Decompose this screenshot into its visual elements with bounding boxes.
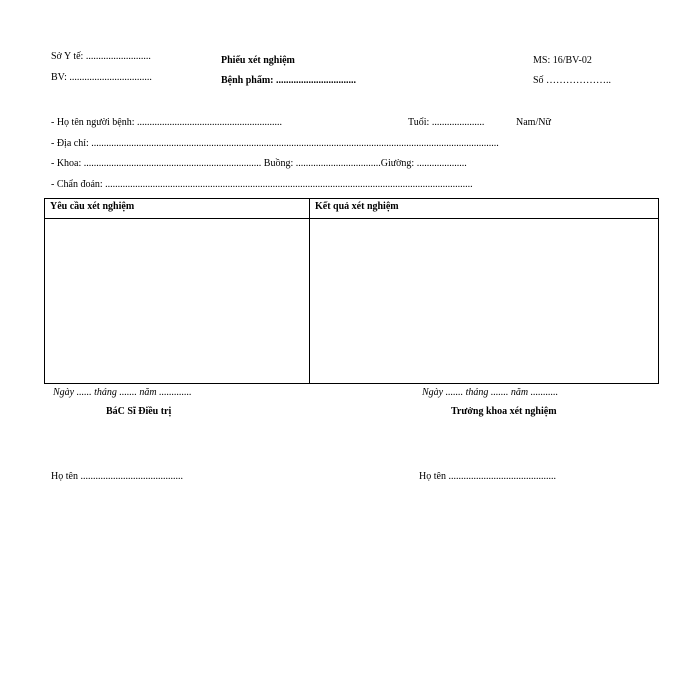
test-request-header: Yêu cầu xét nghiệm [50, 201, 135, 212]
benh-pham-field: Bệnh phẩm: ................................ [221, 75, 357, 86]
test-result-header: Kết quả xét nghiệm [315, 201, 399, 212]
form-code: MS: 16/BV-02 [533, 55, 592, 66]
so-y-te-field: Sở Y tế: .......................... [51, 51, 151, 62]
table-column-divider [309, 199, 310, 383]
left-date-line: Ngày ...... tháng ....... năm ............. [53, 387, 192, 398]
left-name-field: Họ tên ......................................... [51, 471, 183, 482]
address-field: - Địa chỉ: ................................................................................................................................................................... [51, 138, 499, 149]
test-table [44, 198, 659, 384]
right-name-field: Họ tên ........................................... [419, 471, 556, 482]
age-field: Tuổi: ..................... [408, 117, 485, 128]
gender-field: Nam/Nữ [516, 117, 551, 128]
benh-vien-field: BV: ................................. [51, 72, 152, 83]
patient-name-field: - Họ tên người bệnh: .......................................................... [51, 117, 282, 128]
lab-head-title: Trưởng khoa xét nghiệm [451, 406, 557, 417]
diagnosis-field: - Chẩn đoán: ................................................................................................................................................... [51, 179, 473, 190]
attending-doctor-title: BáC Sĩ Điều trị [106, 406, 172, 417]
form-title: Phiếu xét nghiệm [221, 55, 295, 66]
table-header-divider [45, 218, 658, 219]
right-date-line: Ngày ....... tháng ....... năm ........... [422, 387, 559, 398]
department-room-bed-field: - Khoa: ....................................................................... Buồng: ..................................Giường: .................... [51, 158, 467, 169]
form-number-field: Số ……………….. [533, 75, 612, 86]
